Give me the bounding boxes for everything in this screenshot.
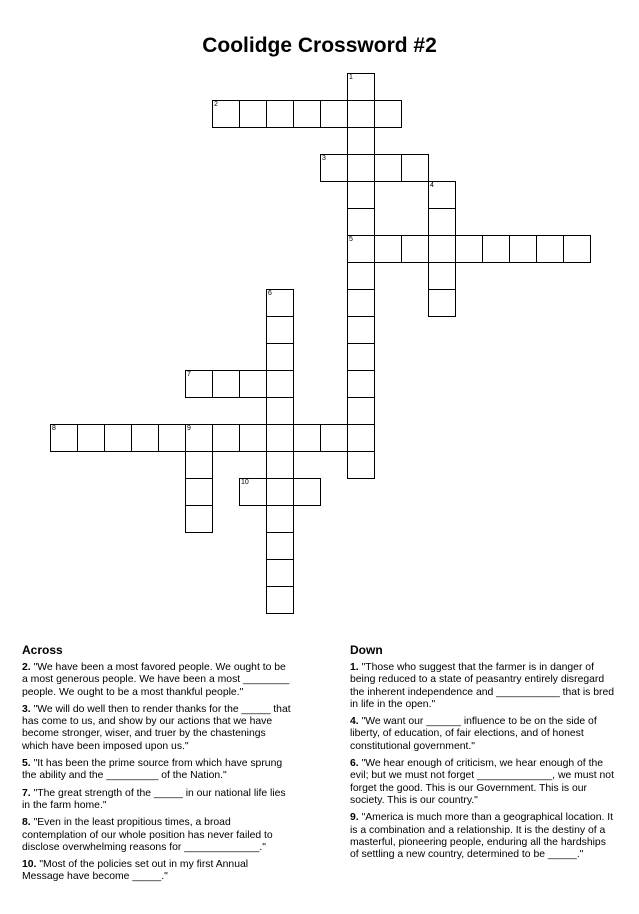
grid-cell[interactable] [374,154,402,182]
grid-cell[interactable] [266,316,294,344]
clue-across-5: 5. "It has been the prime source from which have sprung the ability and the _________ of the Nation." [22,758,283,782]
grid-cell[interactable] [347,100,375,128]
grid-cell[interactable] [266,370,294,398]
grid-cell[interactable] [347,262,375,290]
grid-cell[interactable] [320,100,348,128]
clue-down-9: 9. "America is much more than a geographical location. It is a combination and a relationship. It is the destiny of a masterful, pioneering people, enduring all the hardships of settling a new country, determined to be _____." [350,812,614,861]
clue-number-label: 3 [322,155,326,162]
grid-cell[interactable] [266,397,294,425]
clue-across-8: 8. "Even in the least propitious times, a broad contemplation of our whole position has never failed to disclose overwhelming reasons for _____________." [22,817,273,853]
grid-cell[interactable] [266,505,294,533]
puzzle-title: Coolidge Crossword #2 [202,34,437,57]
grid-cell[interactable] [266,343,294,371]
clue-across-3: 3. "We will do well then to render thanks for the _____ that has come to us, and show by our actions that we have become stronger, wiser, and truer by the chastenings which have been imposed upon us." [22,703,291,752]
grid-cell[interactable] [131,424,159,452]
grid-cell[interactable] [266,451,294,479]
grid-cell[interactable] [401,235,429,263]
grid-cell[interactable] [536,235,564,263]
clue-number-label: 2 [214,101,218,108]
grid-cell[interactable] [212,424,240,452]
clue-down-1: 1. "Those who suggest that the farmer is in danger of being reduced to a state of peasantry entirely disregard the inherent independence and ___________ that is bred in life in the open." [350,662,615,710]
grid-cell[interactable] [347,73,375,101]
grid-cell[interactable] [185,478,213,506]
grid-cell[interactable] [563,235,591,263]
grid-cell[interactable] [266,559,294,587]
grid-cell[interactable] [104,424,132,452]
grid-cell[interactable] [347,316,375,344]
clue-number-label: 6 [268,290,272,297]
grid-cell[interactable] [428,262,456,290]
across-heading: Across [22,643,63,657]
grid-cell[interactable] [347,343,375,371]
grid-cell[interactable] [212,370,240,398]
grid-cell[interactable] [428,181,456,209]
grid-cell[interactable] [347,127,375,155]
grid-cell[interactable] [266,424,294,452]
grid-cell[interactable] [320,424,348,452]
grid-cell[interactable] [50,424,78,452]
grid-cell[interactable] [185,424,213,452]
grid-cell[interactable] [347,235,375,263]
grid-cell[interactable] [347,451,375,479]
clue-across-10: 10. "Most of the policies set out in my first Annual Message have become _____." [22,859,249,883]
grid-cell[interactable] [212,100,240,128]
grid-cell[interactable] [401,154,429,182]
grid-cell[interactable] [347,397,375,425]
grid-cell[interactable] [266,100,294,128]
grid-cell[interactable] [320,154,348,182]
down-heading: Down [350,643,383,657]
across-clues [22,643,292,889]
grid-cell[interactable] [266,289,294,317]
grid-cell[interactable] [374,100,402,128]
grid-cell[interactable] [266,532,294,560]
clue-down-6: 6. "We hear enough of criticism, we hear enough of the evil; but we must not forget _____________, we must not forget the good. This is our Government. This is our society. This is our country." [350,758,614,806]
grid-cell[interactable] [509,235,537,263]
grid-cell[interactable] [239,478,267,506]
clue-down-4: 4. "We want our ______ influence to be on the side of liberty, of education, of fair elections, and of honest constitutional government." [350,716,597,752]
grid-cell[interactable] [185,370,213,398]
grid-cell[interactable] [239,100,267,128]
grid-cell[interactable] [266,586,294,614]
grid-cell[interactable] [185,451,213,479]
clue-number-label: 7 [187,371,191,378]
grid-cell[interactable] [293,100,321,128]
grid-cell[interactable] [455,235,483,263]
clue-across-2: 2. "We have been a most favored people. We ought to be a most generous people. We have been a most ________ people. We ought to be a most thankful people." [22,662,290,698]
clue-number-label: 10 [241,479,249,486]
grid-cell[interactable] [158,424,186,452]
clue-number-label: 9 [187,425,191,432]
clue-number-label: 8 [52,425,56,432]
grid-cell[interactable] [428,208,456,236]
grid-cell[interactable] [347,289,375,317]
grid-cell[interactable] [185,505,213,533]
grid-cell[interactable] [428,235,456,263]
grid-cell[interactable] [266,478,294,506]
grid-cell[interactable] [77,424,105,452]
grid-cell[interactable] [347,208,375,236]
grid-cell[interactable] [347,181,375,209]
grid-cell[interactable] [428,289,456,317]
grid-cell[interactable] [293,478,321,506]
grid-cell[interactable] [347,424,375,452]
grid-cell[interactable] [374,235,402,263]
grid-cell[interactable] [482,235,510,263]
clue-across-7: 7. "The great strength of the _____ in our national life lies in the farm home." [22,787,286,811]
grid-cell[interactable] [293,424,321,452]
clue-number-label: 5 [349,236,353,243]
grid-cell[interactable] [347,154,375,182]
grid-cell[interactable] [239,370,267,398]
clue-number-label: 1 [349,74,353,81]
clue-number-label: 4 [430,182,434,189]
grid-cell[interactable] [347,370,375,398]
down-clues [350,643,615,866]
grid-cell[interactable] [239,424,267,452]
